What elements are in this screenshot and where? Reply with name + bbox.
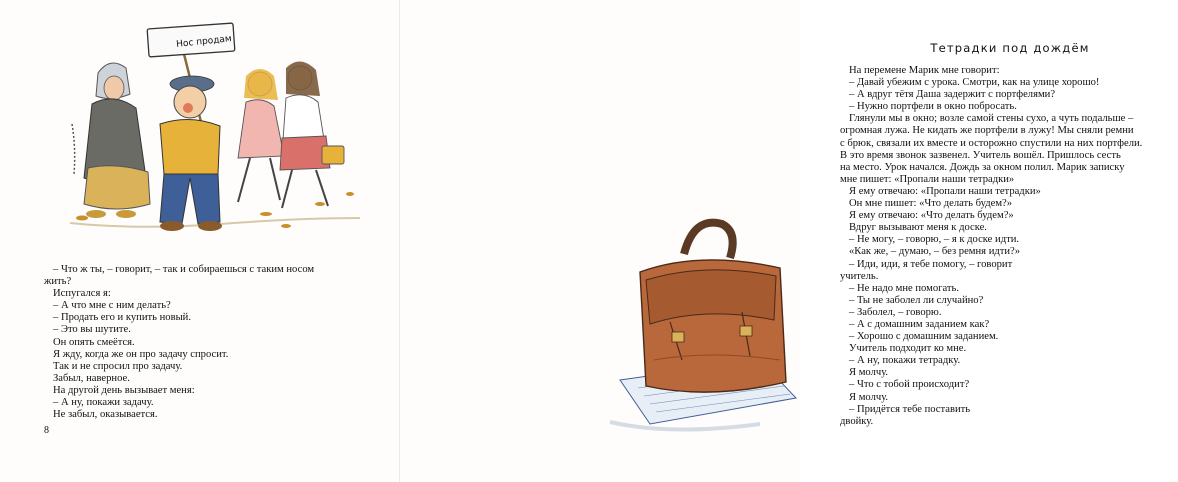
paragraph: – А что мне с ним делать? [53,300,171,312]
paragraph: жить? [44,276,72,288]
paragraph: – Ты не заболел ли случайно? [849,294,984,306]
paragraph: – Хорошо с домашним заданием. [849,331,999,343]
paragraph: – Продать его и купить новый. [53,312,192,324]
paragraph: Он мне пишет: «Что делать будем?» [849,198,1013,210]
paragraph: – Что с тобой происходит? [849,379,970,391]
paragraph: – Нужно портфели в окно побросать. [849,101,1017,113]
paragraph: – А ну, покажи тетрадку. [849,355,961,367]
paragraph: Не забыл, оказывается. [53,409,158,421]
page-number: 8 [44,425,49,436]
paragraph: Вдруг вызывают меня к доске. [849,222,987,234]
schoolbag-illustration [610,210,800,440]
paragraph: Я молчу. [849,391,889,403]
protest-sign-text: Нос продам [175,34,233,50]
left-page-text [44,264,350,421]
paragraph: На перемене Марик мне говорит: [849,65,1000,76]
paragraph: Глянули мы в окно; возле самой стены сухо, а чуть подальше – [849,113,1134,125]
paragraph: В это время звонок зазвенел. Учитель вошёл. Пришлось сесть [840,149,1121,161]
right-page-text [840,65,1178,428]
paragraph: – Заболел, – говорю. [849,306,942,318]
left-page [0,0,400,482]
paragraph: – Не могу, – говорю, – я к доске идти. [849,234,1020,246]
paragraph: – А ну, покажи задачу. [53,397,154,409]
paragraph: На другой день вызывает меня: [53,384,195,396]
paragraph: Я жду, когда же он про задачу спросит. [53,348,229,360]
paragraph: «Как же, – думаю, – без ремня идти?» [849,246,1021,258]
paragraph: – Не надо мне помогать. [849,282,960,294]
paragraph: – Придётся тебе поставить [849,403,971,415]
chapter-title: Тетрадки под дождём [930,41,1090,55]
paragraph: – А вдруг тётя Даша задержит с портфелями? [849,89,1056,101]
paragraph: огромная лужа. Не кидать же портфели в лужу! Мы сняли ремни [840,125,1134,137]
paragraph: Забыл, наверное. [53,372,130,384]
paragraph: двойку. [840,415,874,427]
paragraph: Я ему отвечаю: «Что делать будем?» [849,210,1014,222]
paragraph: – А с домашним заданием как? [849,318,990,330]
children-with-sign-illustration [60,18,380,243]
paragraph: Я ему отвечаю: «Пропали наши тетрадки» [849,185,1041,197]
paragraph: Учитель подходит ко мне. [849,343,967,355]
paragraph: Испугался я: [53,288,111,300]
paragraph: мне пишет: «Пропали наши тетрадки» [840,173,1015,185]
paragraph: Я молчу. [849,367,889,379]
paragraph: Он опять смеётся. [53,336,135,348]
paragraph: – Давай убежим с урока. Смотри, как на улице хорошо! [849,77,1100,89]
paragraph: – Что ж ты, – говорит, – так и собираешься с таким носом [53,264,315,275]
paragraph: – Это вы шутите. [53,324,131,336]
paragraph: Так и не спросил про задачу. [53,360,183,372]
paragraph: учитель. [840,270,879,282]
right-page [400,0,1143,482]
paragraph: на место. Урок начался. Дождь за окном полил. Марик записку [840,161,1125,173]
paragraph: с брюк, связали их вместе и осторожно спустили на них портфели. [840,137,1143,149]
paragraph: – Иди, иди, я тебе помогу, – говорит [849,258,1013,270]
